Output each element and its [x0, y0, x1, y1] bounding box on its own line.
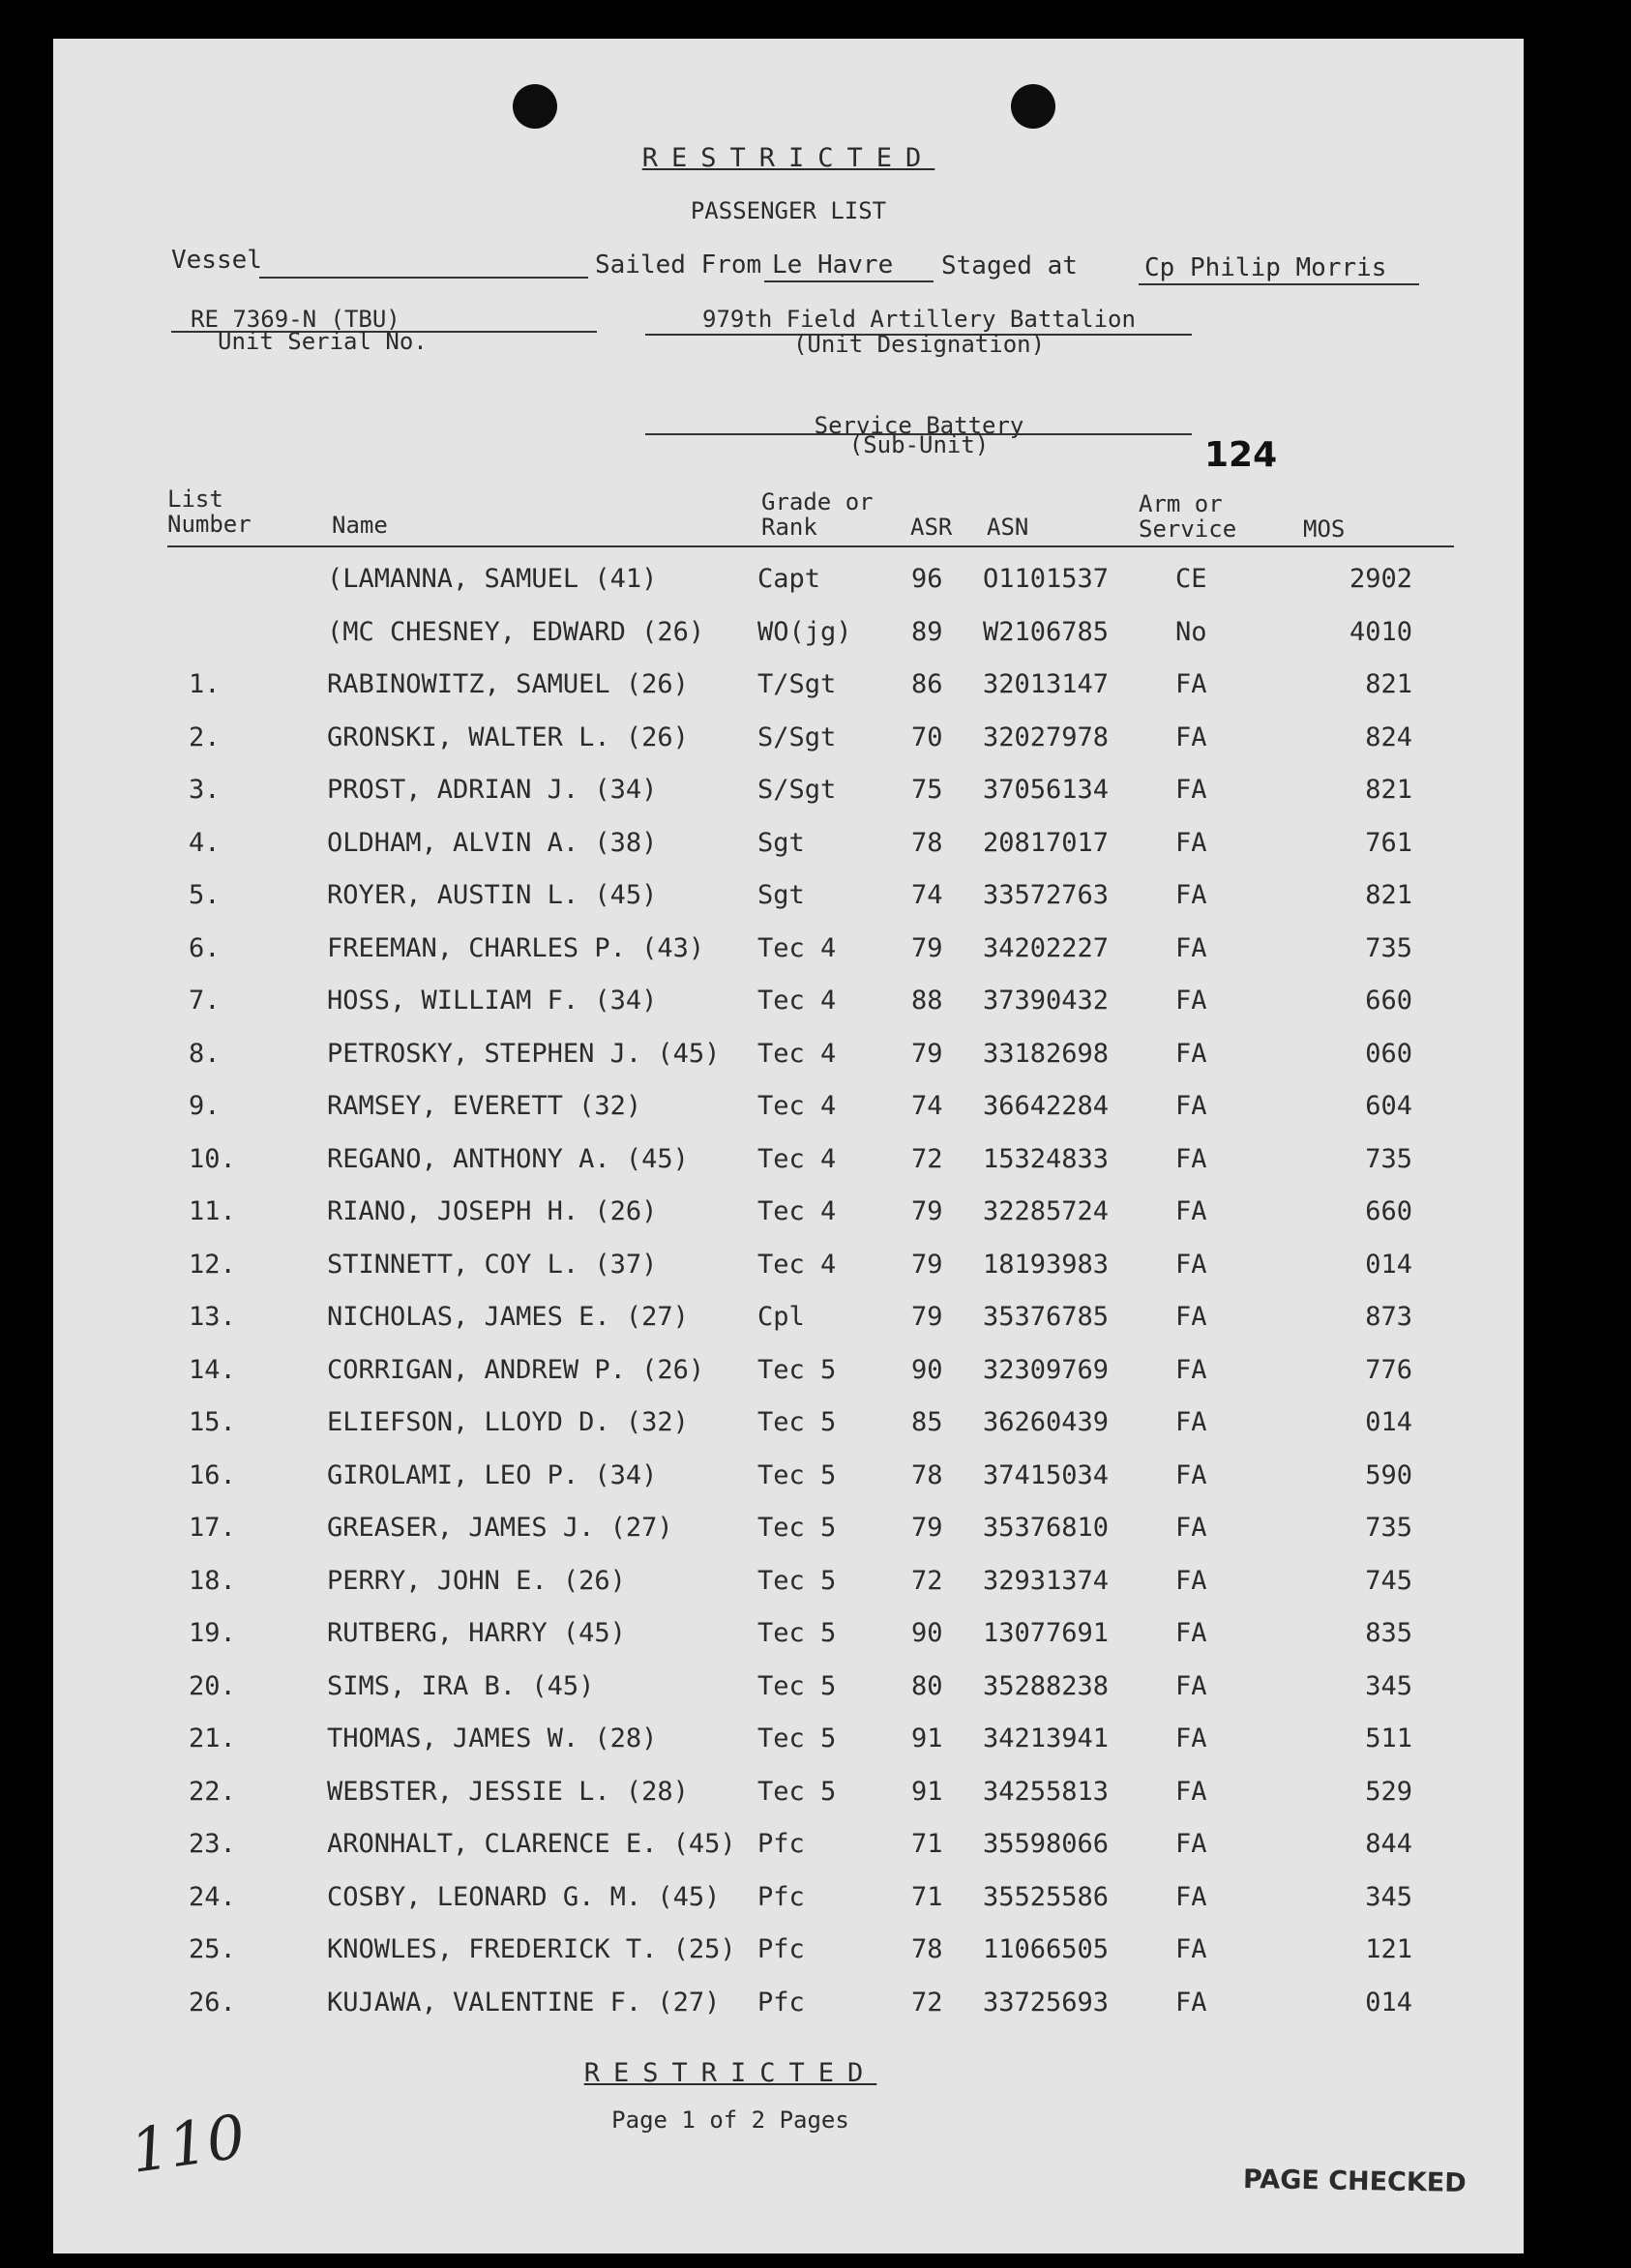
list-number-cell: 3.: [189, 775, 221, 805]
name-cell: NICHOLAS, JAMES E. (27): [327, 1302, 689, 1332]
staged-at-value: Cp Philip Morris: [1144, 253, 1387, 282]
unit-designation-label: (Unit Designation): [792, 331, 1046, 358]
mos-cell: 121: [1365, 1934, 1412, 1964]
unit-designation-value: 979th Field Artillery Battalion: [702, 306, 1136, 333]
punch-hole: [1011, 84, 1055, 129]
col-asn: ASN: [987, 514, 1029, 541]
asr-cell: 78: [911, 1460, 943, 1490]
table-row: [53, 1566, 1524, 1601]
mos-cell: 776: [1365, 1355, 1412, 1385]
name-cell: THOMAS, JAMES W. (28): [327, 1723, 658, 1753]
list-number-cell: 9.: [189, 1091, 221, 1121]
arm-service-cell: FA: [1175, 828, 1207, 858]
table-row: [53, 1407, 1524, 1442]
asr-cell: 71: [911, 1829, 943, 1859]
name-cell: ROYER, AUSTIN L. (45): [327, 880, 658, 910]
arm-service-cell: FA: [1175, 775, 1207, 805]
mos-cell: 604: [1365, 1091, 1412, 1121]
mos-cell: 735: [1365, 1513, 1412, 1543]
name-cell: (MC CHESNEY, EDWARD (26): [327, 617, 705, 647]
asn-cell: 20817017: [983, 828, 1110, 858]
mos-cell: 844: [1365, 1829, 1412, 1859]
table-row: [53, 1882, 1524, 1917]
arm-service-cell: FA: [1175, 1618, 1207, 1648]
page-stamp-number: 124: [1204, 435, 1278, 475]
arm-service-cell: FA: [1175, 1196, 1207, 1226]
punch-hole: [513, 84, 557, 129]
grade-cell: Sgt: [757, 828, 805, 858]
name-cell: KNOWLES, FREDERICK T. (25): [327, 1934, 736, 1964]
vessel-line: [259, 277, 588, 279]
arm-service-cell: FA: [1175, 1723, 1207, 1753]
vessel-label: Vessel: [171, 246, 262, 275]
grade-cell: Tec 4: [757, 1039, 837, 1069]
col-list-number: List Number: [167, 486, 252, 538]
arm-service-cell: FA: [1175, 1934, 1207, 1964]
handwritten-number: 110: [126, 2101, 250, 2187]
list-number-cell: 25.: [189, 1934, 236, 1964]
mos-cell: 529: [1365, 1777, 1412, 1807]
grade-cell: S/Sgt: [757, 775, 837, 805]
list-number-cell: 17.: [189, 1513, 236, 1543]
mos-cell: 345: [1365, 1882, 1412, 1912]
asn-cell: 37415034: [983, 1460, 1110, 1490]
mos-cell: 735: [1365, 1144, 1412, 1174]
name-cell: ARONHALT, CLARENCE E. (45): [327, 1829, 736, 1859]
mos-cell: 824: [1365, 722, 1412, 752]
table-row: [53, 1513, 1524, 1547]
table-row: [53, 1355, 1524, 1390]
grade-cell: Tec 5: [757, 1407, 837, 1437]
name-cell: PROST, ADRIAN J. (34): [327, 775, 658, 805]
name-cell: OLDHAM, ALVIN A. (38): [327, 828, 658, 858]
list-number-cell: 1.: [189, 669, 221, 699]
asr-cell: 78: [911, 1934, 943, 1964]
list-number-cell: 2.: [189, 722, 221, 752]
asr-cell: 74: [911, 1091, 943, 1121]
table-row: [53, 775, 1524, 810]
mos-cell: 590: [1365, 1460, 1412, 1490]
table-row: [53, 828, 1524, 863]
grade-cell: S/Sgt: [757, 722, 837, 752]
list-number-cell: 12.: [189, 1250, 236, 1280]
asr-cell: 90: [911, 1618, 943, 1648]
list-number-cell: 19.: [189, 1618, 236, 1648]
asn-cell: 32013147: [983, 669, 1110, 699]
mos-cell: 2902: [1349, 564, 1412, 594]
arm-service-cell: FA: [1175, 1250, 1207, 1280]
sailed-from-label: Sailed From: [595, 250, 762, 280]
asr-cell: 89: [911, 617, 943, 647]
asr-cell: 80: [911, 1671, 943, 1701]
name-cell: PETROSKY, STEPHEN J. (45): [327, 1039, 721, 1069]
arm-service-cell: FA: [1175, 1355, 1207, 1385]
asn-cell: 33182698: [983, 1039, 1110, 1069]
asr-cell: 75: [911, 775, 943, 805]
name-cell: REGANO, ANTHONY A. (45): [327, 1144, 689, 1174]
asn-cell: 35376785: [983, 1302, 1110, 1332]
grade-cell: Capt: [757, 564, 821, 594]
unit-serial-value: RE 7369-N (TBU): [191, 306, 400, 333]
arm-service-cell: FA: [1175, 1407, 1207, 1437]
asn-cell: W2106785: [983, 617, 1110, 647]
table-row: [53, 1302, 1524, 1337]
name-cell: RUTBERG, HARRY (45): [327, 1618, 626, 1648]
asn-cell: 35288238: [983, 1671, 1110, 1701]
mos-cell: 511: [1365, 1723, 1412, 1753]
grade-cell: Tec 4: [757, 1144, 837, 1174]
list-number-cell: 8.: [189, 1039, 221, 1069]
asn-cell: 18193983: [983, 1250, 1110, 1280]
asn-cell: 35376810: [983, 1513, 1110, 1543]
asr-cell: 79: [911, 1513, 943, 1543]
asr-cell: 79: [911, 1039, 943, 1069]
col-name: Name: [332, 512, 388, 539]
asn-cell: 36260439: [983, 1407, 1110, 1437]
asn-cell: 13077691: [983, 1618, 1110, 1648]
table-row: [53, 1250, 1524, 1284]
asn-cell: 32931374: [983, 1566, 1110, 1596]
asn-cell: 15324833: [983, 1144, 1110, 1174]
table-row: [53, 564, 1524, 599]
arm-service-cell: FA: [1175, 1144, 1207, 1174]
asn-cell: 34255813: [983, 1777, 1110, 1807]
asn-cell: 34213941: [983, 1723, 1110, 1753]
mos-cell: 014: [1365, 1250, 1412, 1280]
name-cell: WEBSTER, JESSIE L. (28): [327, 1777, 689, 1807]
name-cell: (LAMANNA, SAMUEL (41): [327, 564, 658, 594]
grade-cell: WO(jg): [757, 617, 852, 647]
arm-service-cell: FA: [1175, 1039, 1207, 1069]
restricted-footer: RESTRICTED: [583, 2058, 877, 2088]
mos-cell: 761: [1365, 828, 1412, 858]
name-cell: ELIEFSON, LLOYD D. (32): [327, 1407, 689, 1437]
grade-cell: Pfc: [757, 1882, 805, 1912]
table-row: [53, 1039, 1524, 1074]
unit-serial-label: Unit Serial No.: [218, 328, 428, 355]
list-number-cell: 15.: [189, 1407, 236, 1437]
asr-cell: 70: [911, 722, 943, 752]
grade-cell: Pfc: [757, 1934, 805, 1964]
name-cell: GRONSKI, WALTER L. (26): [327, 722, 689, 752]
mos-cell: 4010: [1349, 617, 1412, 647]
asr-cell: 72: [911, 1144, 943, 1174]
header-rule: [167, 545, 1454, 547]
grade-cell: Tec 4: [757, 1091, 837, 1121]
asr-cell: 74: [911, 880, 943, 910]
asr-cell: 72: [911, 1566, 943, 1596]
asn-cell: 37056134: [983, 775, 1110, 805]
table-row: [53, 1671, 1524, 1706]
grade-cell: Tec 5: [757, 1513, 837, 1543]
grade-cell: Tec 5: [757, 1777, 837, 1807]
arm-service-cell: FA: [1175, 669, 1207, 699]
arm-service-cell: FA: [1175, 1566, 1207, 1596]
page-number: Page 1 of 2 Pages: [611, 2106, 849, 2134]
table-row: [53, 1091, 1524, 1126]
list-number-cell: 4.: [189, 828, 221, 858]
mos-cell: 835: [1365, 1618, 1412, 1648]
mos-cell: 660: [1365, 1196, 1412, 1226]
table-row: [53, 669, 1524, 704]
list-number-cell: 22.: [189, 1777, 236, 1807]
col-mos: MOS: [1303, 515, 1346, 543]
name-cell: RABINOWITZ, SAMUEL (26): [327, 669, 689, 699]
name-cell: GIROLAMI, LEO P. (34): [327, 1460, 658, 1490]
col-grade: Grade or Rank: [761, 488, 874, 541]
arm-service-cell: FA: [1175, 986, 1207, 1016]
asn-cell: 32027978: [983, 722, 1110, 752]
grade-cell: Tec 4: [757, 1250, 837, 1280]
list-number-cell: 11.: [189, 1196, 236, 1226]
grade-cell: Pfc: [757, 1829, 805, 1859]
asr-cell: 79: [911, 933, 943, 963]
table-row: [53, 1460, 1524, 1495]
table-row: [53, 1777, 1524, 1811]
asn-cell: 33725693: [983, 1988, 1110, 2018]
list-number-cell: 26.: [189, 1988, 236, 2018]
grade-cell: Cpl: [757, 1302, 805, 1332]
mos-cell: 014: [1365, 1988, 1412, 2018]
name-cell: PERRY, JOHN E. (26): [327, 1566, 626, 1596]
name-cell: GREASER, JAMES J. (27): [327, 1513, 673, 1543]
list-number-cell: 10.: [189, 1144, 236, 1174]
asr-cell: 96: [911, 564, 943, 594]
arm-service-cell: FA: [1175, 1882, 1207, 1912]
name-cell: KUJAWA, VALENTINE F. (27): [327, 1988, 721, 2018]
asn-cell: 36642284: [983, 1091, 1110, 1121]
asr-cell: 86: [911, 669, 943, 699]
col-asr: ASR: [910, 514, 953, 541]
grade-cell: Sgt: [757, 880, 805, 910]
name-cell: COSBY, LEONARD G. M. (45): [327, 1882, 721, 1912]
sailed-from-value: Le Havre: [772, 250, 894, 280]
asn-cell: 32309769: [983, 1355, 1110, 1385]
restricted-heading: RESTRICTED: [641, 143, 935, 173]
table-row: [53, 722, 1524, 757]
table-row: [53, 1829, 1524, 1864]
page-checked-stamp: PAGE CHECKED: [1242, 2164, 1467, 2199]
asn-cell: 37390432: [983, 986, 1110, 1016]
table-row: [53, 933, 1524, 968]
grade-cell: Tec 4: [757, 986, 837, 1016]
asr-cell: 90: [911, 1355, 943, 1385]
list-number-cell: 14.: [189, 1355, 236, 1385]
asr-cell: 78: [911, 828, 943, 858]
grade-cell: Tec 5: [757, 1355, 837, 1385]
list-number-cell: 6.: [189, 933, 221, 963]
name-cell: RIANO, JOSEPH H. (26): [327, 1196, 658, 1226]
list-number-cell: 7.: [189, 986, 221, 1016]
asr-cell: 85: [911, 1407, 943, 1437]
list-number-cell: 23.: [189, 1829, 236, 1859]
name-cell: STINNETT, COY L. (37): [327, 1250, 658, 1280]
table-row: [53, 1934, 1524, 1969]
arm-service-cell: FA: [1175, 933, 1207, 963]
asn-cell: 35598066: [983, 1829, 1110, 1859]
mos-cell: 745: [1365, 1566, 1412, 1596]
mos-cell: 660: [1365, 986, 1412, 1016]
mos-cell: 821: [1365, 880, 1412, 910]
asn-cell: 34202227: [983, 933, 1110, 963]
arm-service-cell: FA: [1175, 1091, 1207, 1121]
list-number-cell: 24.: [189, 1882, 236, 1912]
asn-cell: 33572763: [983, 880, 1110, 910]
table-row: [53, 1144, 1524, 1179]
table-row: [53, 986, 1524, 1020]
grade-cell: Tec 4: [757, 933, 837, 963]
grade-cell: Tec 5: [757, 1460, 837, 1490]
arm-service-cell: No: [1175, 617, 1207, 647]
grade-cell: Tec 5: [757, 1723, 837, 1753]
arm-service-cell: CE: [1175, 564, 1207, 594]
grade-cell: Tec 5: [757, 1618, 837, 1648]
sub-unit-label: (Sub-Unit): [848, 431, 990, 458]
name-cell: SIMS, IRA B. (45): [327, 1671, 595, 1701]
arm-service-cell: FA: [1175, 1671, 1207, 1701]
asr-cell: 79: [911, 1302, 943, 1332]
list-number-cell: 16.: [189, 1460, 236, 1490]
grade-cell: T/Sgt: [757, 669, 837, 699]
list-number-cell: 18.: [189, 1566, 236, 1596]
mos-cell: 873: [1365, 1302, 1412, 1332]
asr-cell: 79: [911, 1196, 943, 1226]
grade-cell: Tec 5: [757, 1671, 837, 1701]
arm-service-cell: FA: [1175, 1513, 1207, 1543]
name-cell: RAMSEY, EVERETT (32): [327, 1091, 642, 1121]
arm-service-cell: FA: [1175, 1460, 1207, 1490]
grade-cell: Tec 5: [757, 1566, 837, 1596]
name-cell: FREEMAN, CHARLES P. (43): [327, 933, 705, 963]
mos-cell: 821: [1365, 775, 1412, 805]
table-row: [53, 1988, 1524, 2022]
mos-cell: 735: [1365, 933, 1412, 963]
mos-cell: 821: [1365, 669, 1412, 699]
grade-cell: Pfc: [757, 1988, 805, 2018]
asn-cell: 32285724: [983, 1196, 1110, 1226]
table-row: [53, 1196, 1524, 1231]
document-page: [53, 39, 1524, 2253]
mos-cell: 060: [1365, 1039, 1412, 1069]
asr-cell: 72: [911, 1988, 943, 2018]
sailed-from-line: [764, 280, 934, 282]
list-number-cell: 5.: [189, 880, 221, 910]
arm-service-cell: FA: [1175, 1302, 1207, 1332]
table-row: [53, 1723, 1524, 1758]
arm-service-cell: FA: [1175, 880, 1207, 910]
mos-cell: 014: [1365, 1407, 1412, 1437]
staged-at-label: Staged at: [941, 251, 1078, 280]
asr-cell: 91: [911, 1777, 943, 1807]
arm-service-cell: FA: [1175, 1829, 1207, 1859]
asn-cell: 35525586: [983, 1882, 1110, 1912]
passenger-list-title: PASSENGER LIST: [690, 197, 887, 224]
name-cell: HOSS, WILLIAM F. (34): [327, 986, 658, 1016]
mos-cell: 345: [1365, 1671, 1412, 1701]
arm-service-cell: FA: [1175, 1777, 1207, 1807]
arm-service-cell: FA: [1175, 722, 1207, 752]
asr-cell: 71: [911, 1882, 943, 1912]
asr-cell: 88: [911, 986, 943, 1016]
sub-unit-value: Service Battery: [814, 412, 1024, 439]
table-row: [53, 617, 1524, 652]
asr-cell: 91: [911, 1723, 943, 1753]
asr-cell: 79: [911, 1250, 943, 1280]
name-cell: CORRIGAN, ANDREW P. (26): [327, 1355, 705, 1385]
asn-cell: 11066505: [983, 1934, 1110, 1964]
table-row: [53, 1618, 1524, 1653]
list-number-cell: 20.: [189, 1671, 236, 1701]
list-number-cell: 21.: [189, 1723, 236, 1753]
grade-cell: Tec 4: [757, 1196, 837, 1226]
arm-service-cell: FA: [1175, 1988, 1207, 2018]
staged-at-line: [1139, 283, 1419, 285]
list-number-cell: 13.: [189, 1302, 236, 1332]
col-arm-service: Arm or Service: [1139, 490, 1237, 543]
table-row: [53, 880, 1524, 915]
asn-cell: O1101537: [983, 564, 1110, 594]
